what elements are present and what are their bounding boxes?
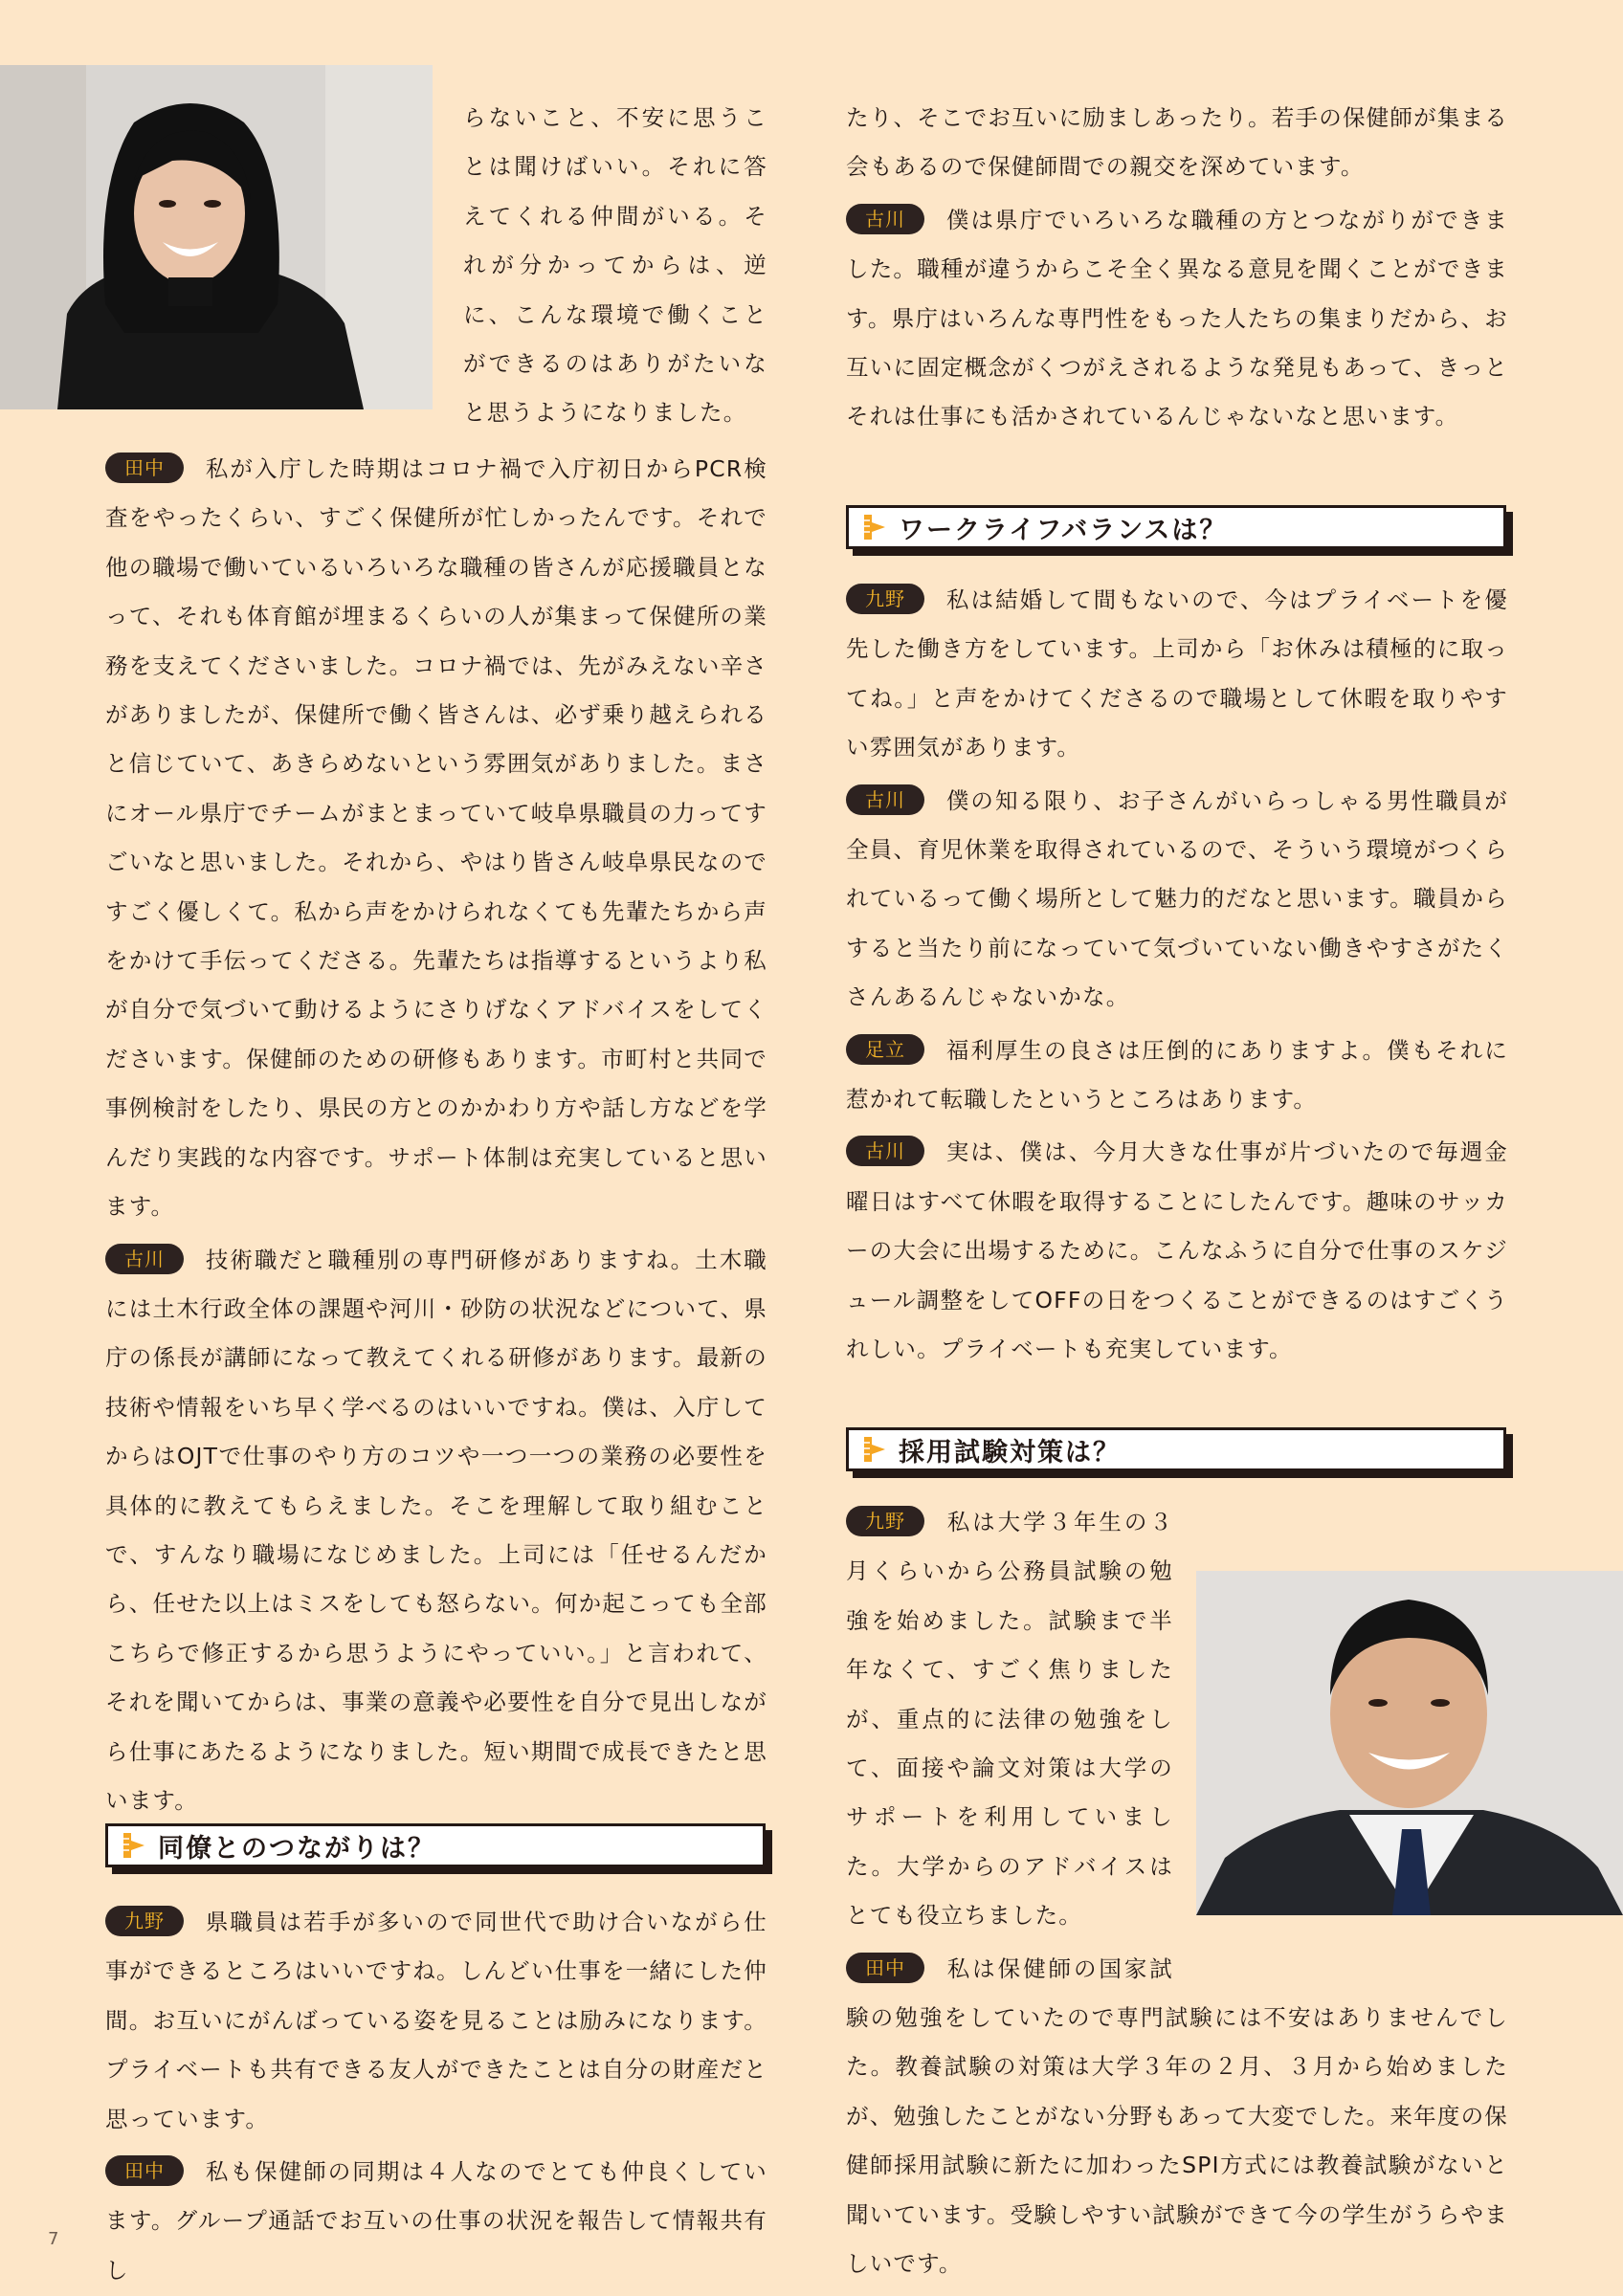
speaker-tag: 九野 [105, 1906, 184, 1936]
page-number: 7 [48, 2229, 59, 2249]
intro-text: らないこと、不安に思うことは聞けばいい。それに答えてくれる仲間がいる。それが分かってからは、逆に、こんな環境で働くことができるのはありがたいなと思うようになりました。 [463, 104, 767, 427]
paragraph-text: 技術職だと職種別の専門研修がありますね。土木職には土木行政全体の課題や河川・砂防の状況などについて、県庁の係長が講師になって教えてくれる研修があります。最新の技術や情報をいち早く学べるのはいいですね。僕は、入庁してからはOJTで仕事のやり方のコツや一つ一つの業務の必要性を具体的に教えてもらえました。そこを理解して取り組むことで、すんなり職場になじめました。上司には「任せるんだから、任せた以上はミスをしても怒らない。何か起こっても全部こちらで修正するから思うようにやっていい。」と言われて、それを聞いてからは、事業の意義や必要性を自分で見出しながら仕事にあたるようになりました。短い期間で成長できたと思います。 [105, 1246, 767, 1814]
paragraph-text: 私は大学３年生の３月くらいから公務員試験の勉強を始めました。試験まで半年なくて、すごく焦りましたが、重点的に法律の勉強をして、面接や論文対策は大学のサポートを利用していました。大学からのアドバイスはとても役立ちました。 [846, 1509, 1173, 1930]
heading-text: ワークライフバランスは？ [899, 515, 1228, 545]
speaker-tag: 田中 [105, 2155, 184, 2186]
section-heading-worklife [846, 505, 1506, 549]
right-column-middle [846, 576, 1508, 1375]
heading-text: 同僚とのつながりは？ [158, 1833, 435, 1864]
paragraph [105, 445, 767, 1232]
section-heading-exam [846, 1427, 1506, 1471]
paragraph-text: 県職員は若手が多いので同世代で助け合いながら仕事ができるところはいいですね。しんどい仕事を一緒にした仲間。お互いにがんばっている姿を見ることは励みになります。プライベートも共有できる友人ができたことは自分の財産だと思っています。 [105, 1909, 767, 2132]
paragraph-text: 私が入庁した時期はコロナ禍で入庁初日からPCR検査をやったくらい、すごく保健所が忙しかったんです。それで他の職場で働いているいろいろな職種の皆さんが応援職員となって、それも体育館が埋まるくらいの人が集まって保健所の業務を支えてくださいました。コロナ禍では、先がみえない辛さがありましたが、保健所で働く皆さんは、必ず乗り越えられると信じていて、あきらめないという雰囲気がありました。まさにオール県庁でチームがまとまっていて岐阜県職員の力ってすごいなと思いました。それから、やはり皆さん岐阜県民なのですごく優しくて。私から声をかけられなくても先輩たちから声をかけて手伝ってくださる。先輩たちは指導するというより私が自分で気づいて動けるようにさりげなくアドバイスをしてくださいます。保健師のための研修もあります。市町村と共同で事例検討をしたり、県民の方とのかかわり方や話し方などを学んだり実践的な内容です。サポート体制は充実していると思います。 [105, 455, 767, 1221]
speaker-tag: 古川 [846, 204, 924, 234]
photo-float-space [1173, 1546, 1523, 1963]
speaker-tag: 九野 [846, 584, 924, 614]
heading-text: 採用試験対策は？ [899, 1437, 1121, 1468]
paragraph-text: 私は保健師の国家試験の勉強をしていたので専門試験には不安はありませんでした。教養試験の対策は大学３年の２月、３月から始めましたが、勉強したことがない分野もあって大変でした。来年度の保健師採用試験に新たに加わったSPI方式には教養試験がないと聞いています。受験しやすい試験ができて今の学生がうらやましいです。 [846, 1954, 1508, 2278]
paragraph [846, 1945, 1508, 2289]
paragraph-text: 私は結婚して間もないので、今はプライベートを優先した働き方をしています。上司から「お休みは積極的に取ってね。」と声をかけてくださるので職場として休暇を取りやすい雰囲気があります。 [846, 586, 1508, 762]
left-intro [463, 94, 767, 438]
photo-woman [0, 65, 433, 409]
paragraph-text: 私も保健師の同期は４人なのでとても仲良くしています。グループ通話でお互いの仕事の状況を報告して情報共有し [105, 2158, 767, 2284]
paragraph [105, 1898, 767, 2144]
speaker-tag: 九野 [846, 1506, 924, 1536]
paragraph-text: 実は、僕は、今月大きな仕事が片づいたので毎週金曜日はすべて休暇を取得することにしたんです。趣味のサッカーの大会に出場するために。こんなふうに自分で仕事のスケジュール調整をしてOFFの日をつくることができるのはすごくうれしい。プライベートも充実しています。 [846, 1138, 1508, 1363]
speaker-tag: 足立 [846, 1034, 924, 1065]
speaker-tag: 古川 [846, 784, 924, 815]
left-column [105, 445, 767, 1825]
left-column-bottom [105, 1898, 767, 2295]
arrow-icon [122, 1831, 146, 1860]
paragraph [846, 196, 1508, 442]
arrow-icon [862, 513, 887, 541]
section-heading-colleagues [105, 1823, 766, 1867]
speaker-tag: 古川 [105, 1244, 184, 1274]
paragraph-text: 福利厚生の良さは圧倒的にありますよ。僕もそれに惹かれて転職したというところはあります。 [846, 1036, 1508, 1114]
paragraph [846, 777, 1508, 1023]
right-column-top [846, 94, 1508, 442]
speaker-tag: 田中 [105, 453, 184, 483]
speaker-tag: 田中 [846, 1953, 924, 1983]
right-column-bottom [846, 1498, 1508, 2289]
paragraph-text: 僕の知る限り、お子さんがいらっしゃる男性職員が全員、育児休業を取得されているので、そういう環境がつくられているって働く場所として魅力的だなと思います。職員からすると当たり前になっていて気づいていない働きやすさがたくさんあるんじゃないかな。 [846, 786, 1508, 1011]
paragraph [846, 1128, 1508, 1374]
arrow-icon [862, 1435, 887, 1464]
continued-text: たり、そこでお互いに励ましあったり。若手の保健師が集まる会もあるので保健師間での親交を深めています。 [846, 104, 1508, 181]
paragraph-text: 僕は県庁でいろいろな職種の方とつながりができました。職種が違うからこそ全く異なる意見を聞くことができます。県庁はいろんな専門性をもった人たちの集まりだから、お互いに固定概念がくつがえされるような発見もあって、きっとそれは仕事にも活かされているんじゃないなと思います。 [846, 206, 1508, 430]
paragraph [105, 1236, 767, 1826]
paragraph [846, 576, 1508, 773]
paragraph [846, 1027, 1508, 1125]
paragraph [105, 2148, 767, 2295]
speaker-tag: 古川 [846, 1136, 924, 1166]
